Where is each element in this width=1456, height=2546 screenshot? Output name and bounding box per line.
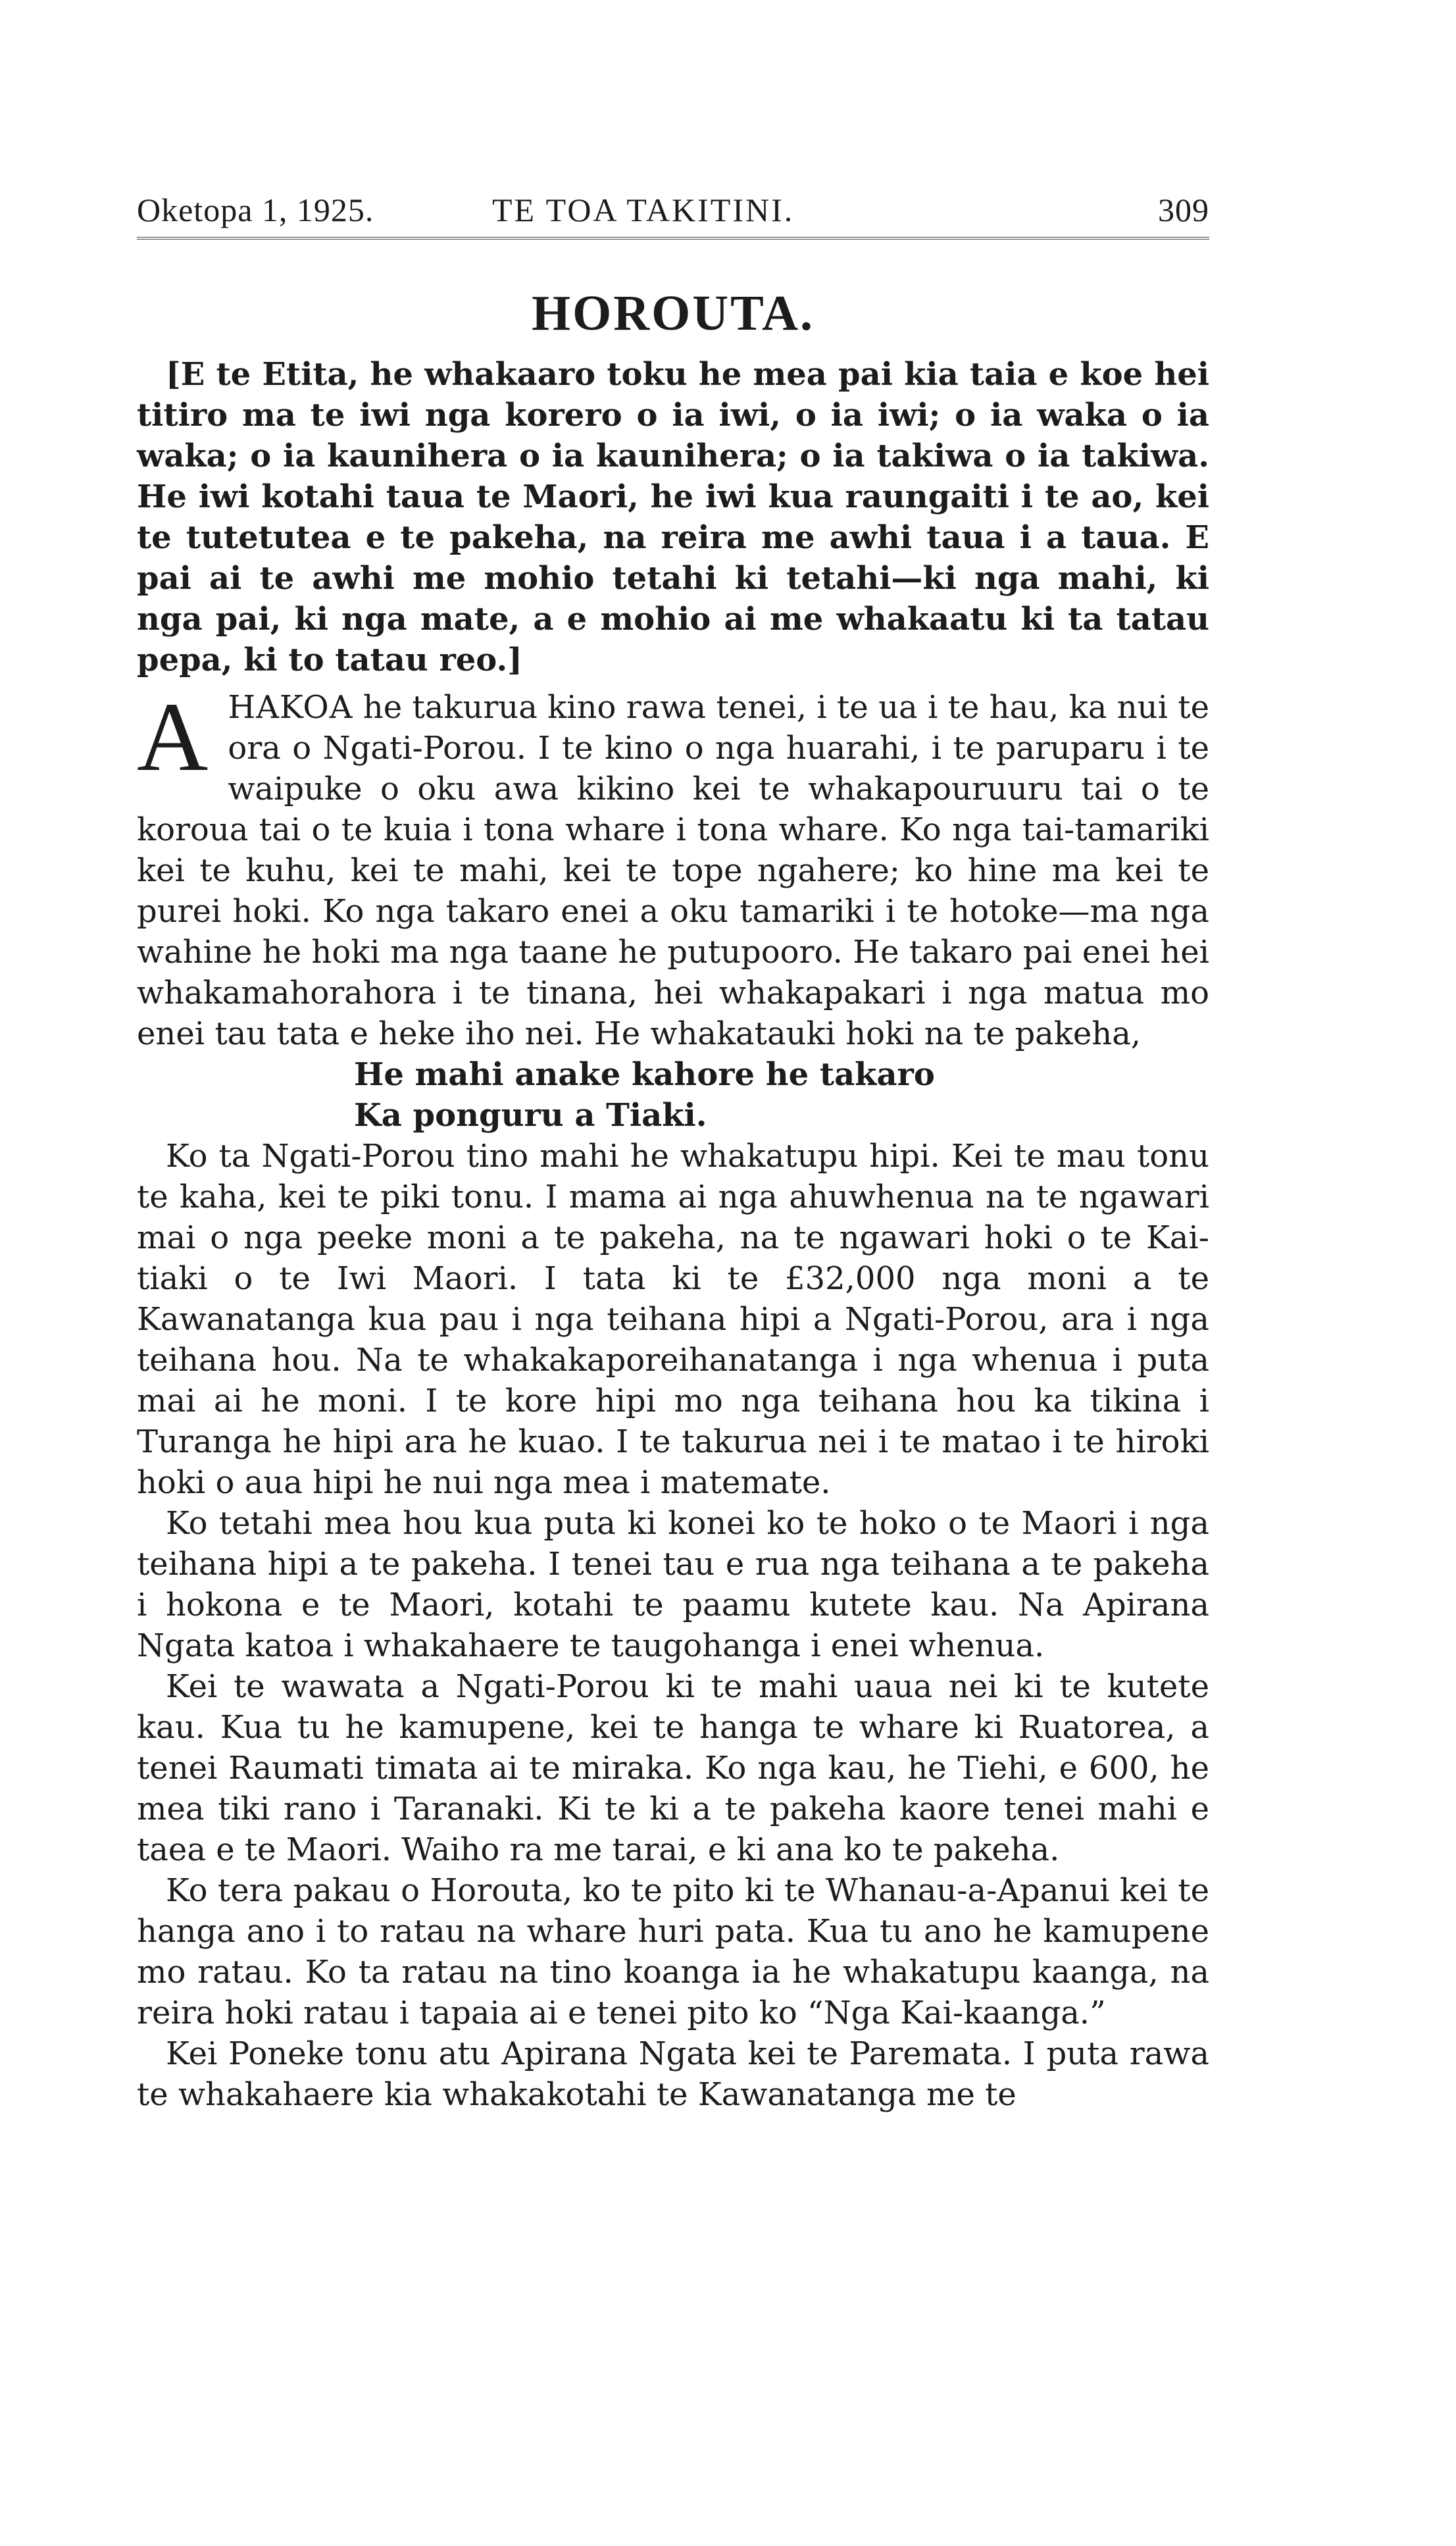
page [137, 184, 1209, 2115]
publication-title: TE TOA TAKITINI. [492, 191, 795, 228]
page-number: 309 [1158, 191, 1209, 228]
proverb-line-2: Ka ponguru a Tiaki. [354, 1097, 707, 1134]
paragraph-1-text: he takurua kino rawa tenei, i te ua i te hau, ka nui te ora o Ngati-Porou. I te kino o nga huarahi, i te paruparu i te waipuke o oku awa kikino kei te whakapouruuru tai o te koroua tai o te kuia i tona whare i tona whare. Ko nga tai-tamariki kei te kuhu, kei te mahi, kei te tope ngahere; ko hine ma kei te purei hoki. Ko nga takaro enei a oku tamariki i te hotoke—ma nga wahine he hoki ma nga taane he putupooro. He takaro pai enei hei whakamahorahora i te tinana, hei whakapakari i nga matua mo enei tau tata e heke iho nei. He whakatauki hoki na te pakeha, [137, 689, 1209, 1052]
proverb [354, 1054, 1209, 1136]
paragraph-4: Kei te wawata a Ngati-Porou ki te mahi uaua nei ki te kutete kau. Kua tu he kamupene, kei te hanga te whare ki Ruatorea, a tenei Raumati timata ai te miraka. Ko nga kau, he Tiehi, e 600, he mea tiki rano i Taranaki. Ki te ki a te pakeha kaore tenei mahi e taea e te Maori. Waiho ra me tarai, e ki ana ko te pakeha. [137, 1668, 1209, 1868]
paragraph-3: Ko tetahi mea hou kua puta ki konei ko te hoko o te Maori i nga teihana hipi a te pakeha. I tenei tau e rua nga teihana a te pakeha i hokona e te Maori, kotahi te paamu kutete kau. Na Apirana Ngata katoa i whakahaere te taugohanga i enei whenua. [137, 1505, 1209, 1664]
header-rule [137, 237, 1209, 243]
paragraph-1 [137, 682, 1209, 1054]
proverb-line-1: He mahi anake kahore he takaro [354, 1056, 935, 1093]
first-word: HAKOA [228, 689, 353, 726]
running-header [137, 184, 1209, 237]
paragraph-2: Ko ta Ngati-Porou tino mahi he whakatupu hipi. Kei te mau tonu te kaha, kei te piki tonu. I mama ai nga ahuwhenua na te ngawari mai o nga peeke moni a te pakeha, na te ngawari hoki o te Kai-tiaki o te Iwi Maori. I tata ki te £32,000 nga moni a te Kawanatanga kua pau i nga teihana hipi a Ngati-Porou, ara i nga teihana hou. Na te whakakaporeihanatanga i nga whenua i puta mai ai he moni. I te kore hipi mo nga teihana hou ka tikina i Turanga he hipi ara he kuao. I te takurua nei i te matao i te hiroki hoki o aua hipi he nui nga mea i matemate. [137, 1138, 1209, 1501]
editorial-note: [E te Etita, he whakaaro toku he mea pai kia taia e koe hei titiro ma te iwi nga korero o ia iwi, o ia iwi; o ia waka o ia waka; o ia kaunihera o ia kaunihera; o ia takiwa o ia takiwa. He iwi kotahi taua te Maori, he iwi kua raungaiti i te ao, kei te tutetutea e te pakeha, na reira me awhi taua i a taua. E pai ai te awhi me mohio tetahi ki tetahi—ki nga mahi, ki nga pai, ki nga mate, a e mohio ai me whakaatu ki ta tatau pepa, ki to tatau reo.] [137, 356, 1209, 678]
article-heading: HOROUTA. [531, 286, 815, 341]
paragraph-5: Ko tera pakau o Horouta, ko te pito ki te Whanau-a-Apanui kei te hanga ano i to ratau na whare huri pata. Kua tu ano he kamupene mo ratau. Ko ta ratau na tino koanga ia he whakatupu kaanga, na reira hoki ratau i tapaia ai e tenei pito ko “Nga Kai-kaanga.” [137, 1872, 1209, 2031]
drop-cap: A [137, 682, 209, 792]
issue-date: Oketopa 1, 1925. [137, 191, 374, 228]
paragraph-6: Kei Poneke tonu atu Apirana Ngata kei te Paremata. I puta rawa te whakahaere kia whakakotahi te Kawanatanga me te [137, 2035, 1209, 2113]
